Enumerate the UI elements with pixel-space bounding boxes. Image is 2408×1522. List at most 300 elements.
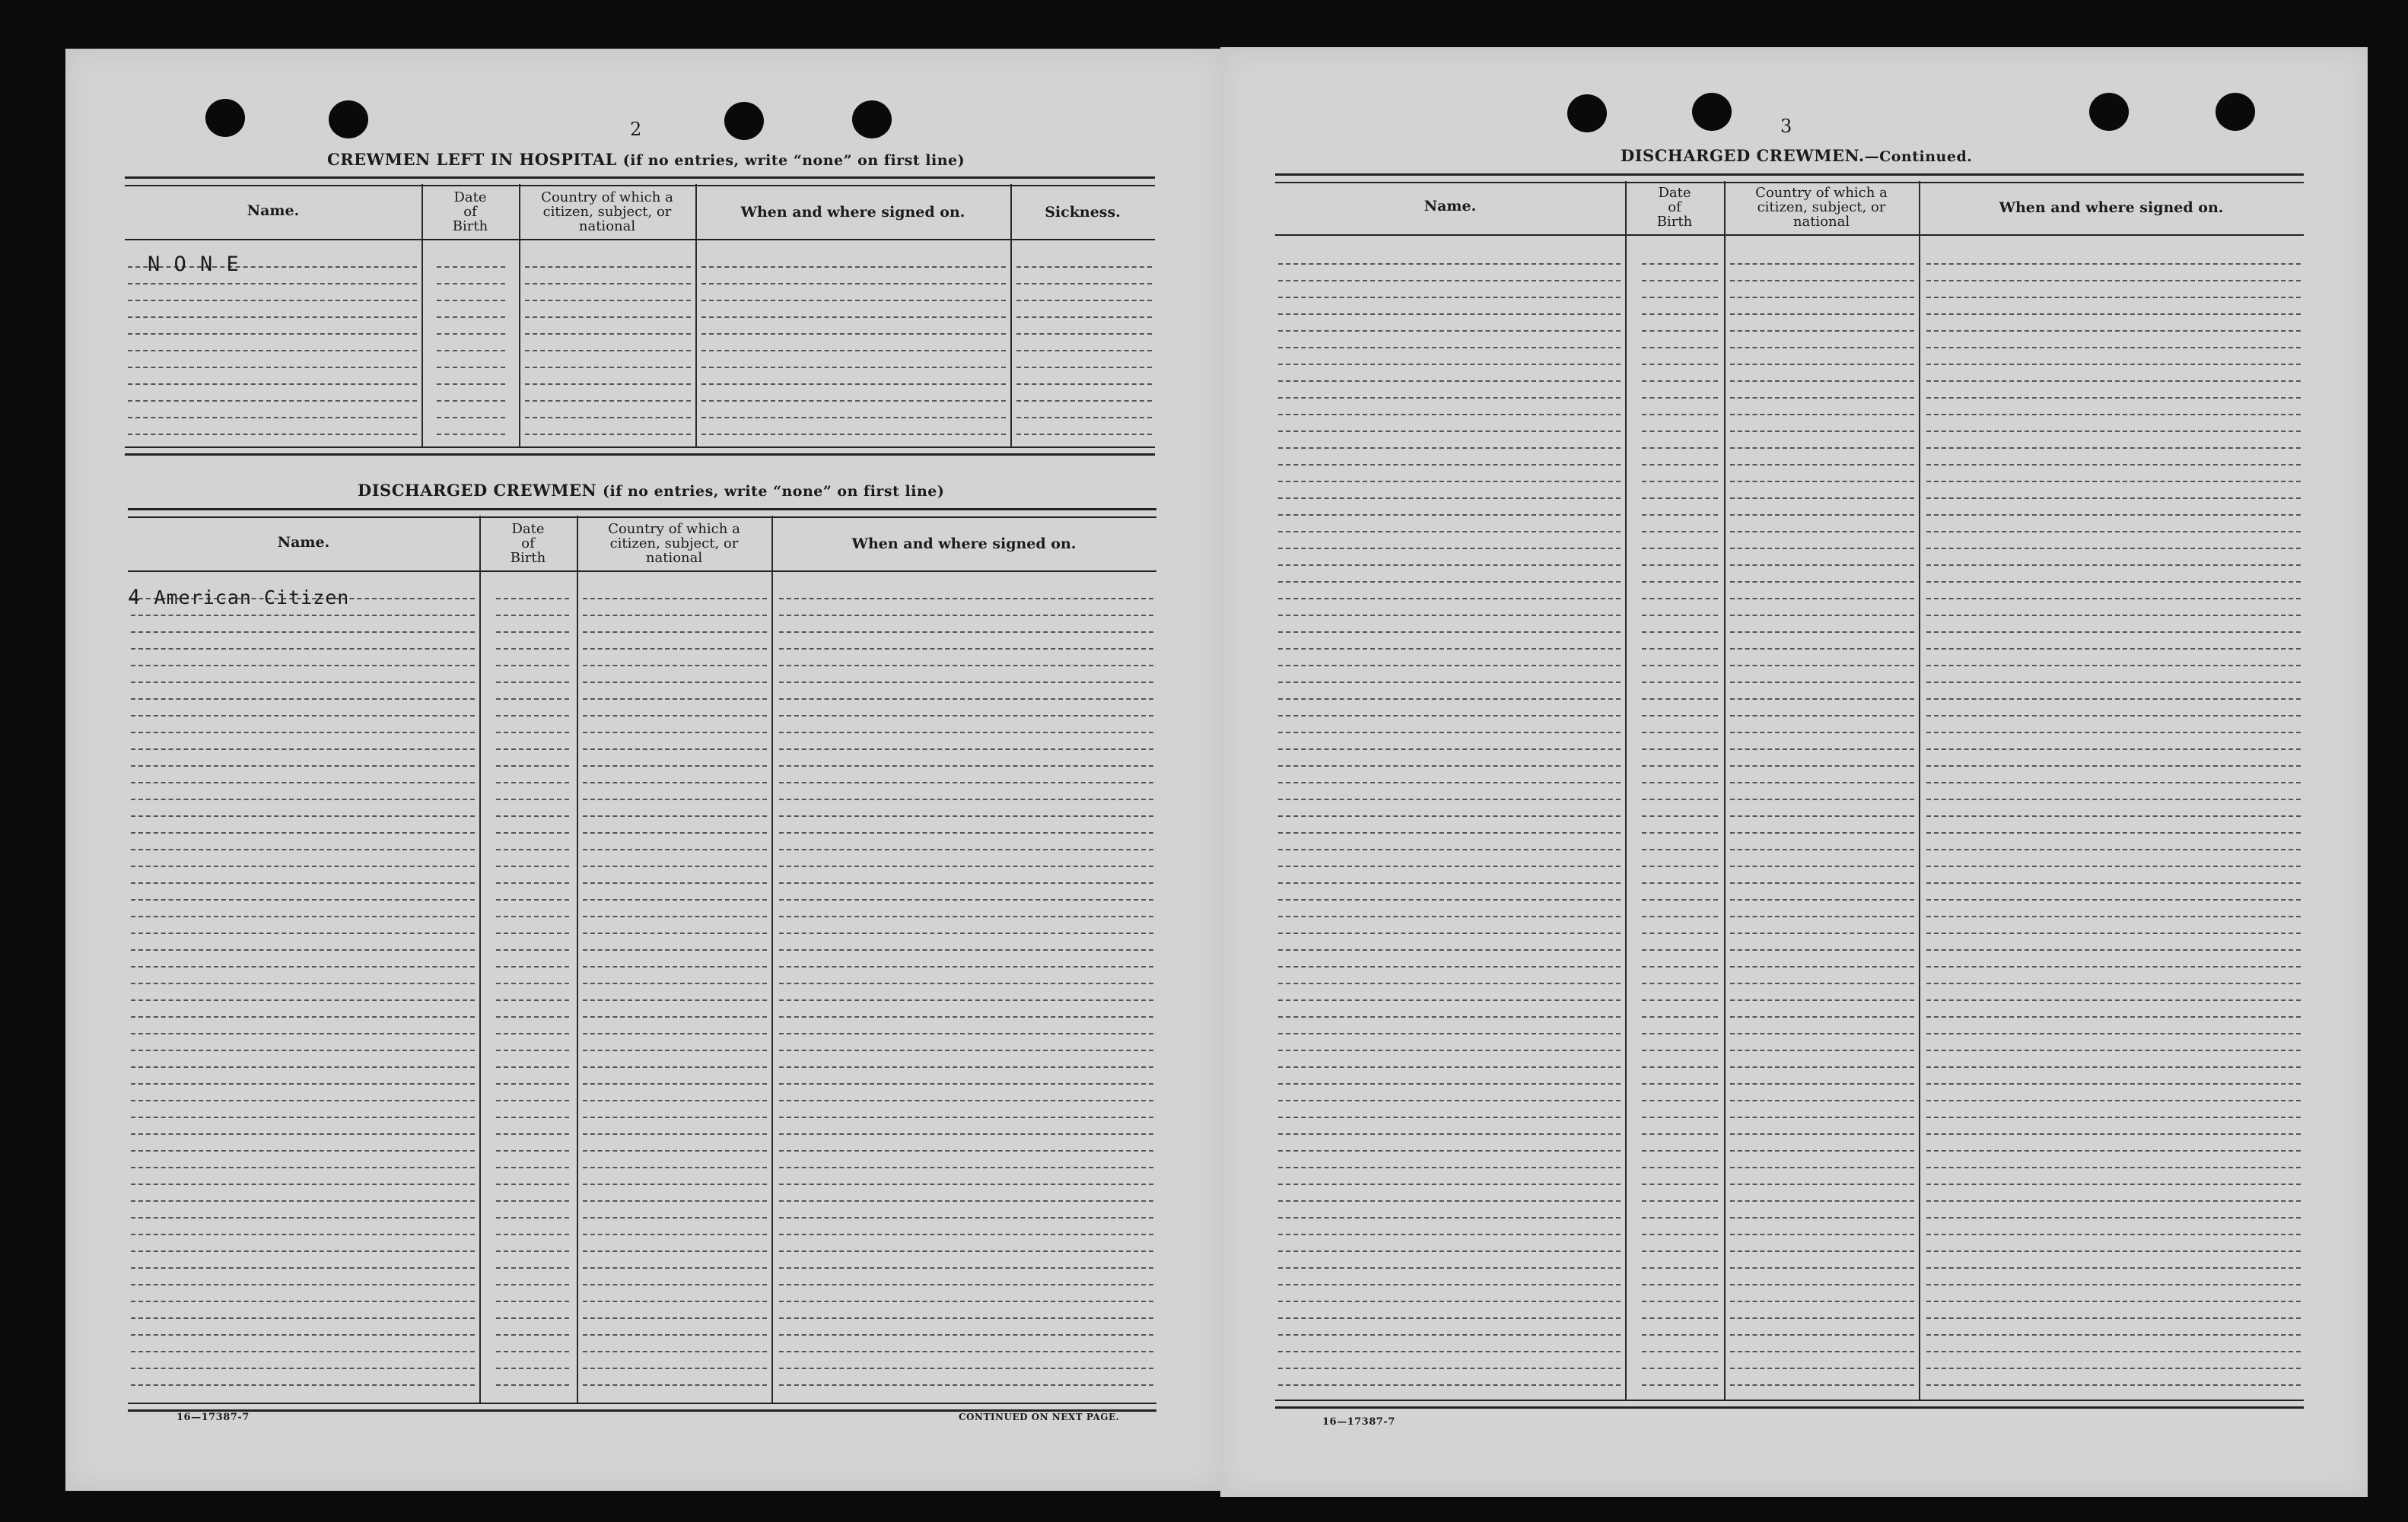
ruled-line <box>779 1117 1153 1118</box>
discharged-continued-table <box>1275 173 2304 1409</box>
ruled-line <box>1642 1200 1718 1202</box>
ruled-line <box>779 631 1153 633</box>
ruled-line <box>1642 481 1718 482</box>
column-divider <box>1919 181 1920 1401</box>
ruled-line <box>1730 1016 1914 1018</box>
ruled-line <box>131 1284 475 1285</box>
ruled-line <box>583 682 767 683</box>
ruled-line <box>1278 313 1621 315</box>
ruled-line <box>779 1050 1153 1051</box>
ruled-line <box>128 434 417 435</box>
discharged-continued-title <box>1621 146 1972 165</box>
ruled-line <box>1642 497 1718 499</box>
ruled-line <box>131 1167 475 1168</box>
ruled-line <box>1278 698 1621 700</box>
ruled-line <box>437 266 505 268</box>
ruled-line <box>583 799 767 800</box>
ruled-line <box>131 782 475 783</box>
ruled-line <box>496 682 569 683</box>
ruled-line <box>583 815 767 817</box>
ruled-line <box>1278 280 1621 281</box>
column-divider <box>771 516 773 1403</box>
ruled-line <box>1278 899 1621 901</box>
ruled-line <box>1642 748 1718 750</box>
ruled-line <box>1730 1100 1914 1101</box>
ruled-line <box>496 1334 569 1336</box>
entry-text: American Citizen <box>154 586 350 608</box>
ruled-line <box>1278 866 1621 867</box>
ruled-line <box>1926 1167 2301 1168</box>
ruled-line <box>1926 280 2301 281</box>
ruled-line <box>1642 1100 1718 1101</box>
ruled-line <box>1926 380 2301 382</box>
ruled-line <box>525 367 691 368</box>
ruled-line <box>1642 1083 1718 1085</box>
col-header-dob: Date of Birth <box>452 189 488 234</box>
ruled-line <box>1642 1301 1718 1302</box>
ruled-line <box>128 383 417 385</box>
col-header-dob: Date of Birth <box>1656 185 1693 230</box>
ruled-line <box>496 715 569 717</box>
ruled-line <box>1926 966 2301 968</box>
ruled-line <box>1642 1284 1718 1285</box>
ruled-line <box>496 949 569 951</box>
ruled-line <box>1730 313 1914 315</box>
ruled-line <box>701 350 1006 351</box>
ruled-line <box>437 316 505 318</box>
header-rule <box>128 570 1156 572</box>
ruled-line <box>1278 832 1621 834</box>
ruled-line <box>1730 1167 1914 1168</box>
ruled-line <box>437 417 505 418</box>
ruled-line <box>1926 297 2301 298</box>
ruled-line <box>496 1133 569 1135</box>
ruled-line <box>1730 999 1914 1001</box>
ruled-line <box>1278 1384 1621 1386</box>
ruled-line <box>1926 1050 2301 1051</box>
ruled-line <box>1642 548 1718 549</box>
ruled-line <box>1278 732 1621 733</box>
ruled-line <box>525 316 691 318</box>
ruled-line <box>1278 648 1621 650</box>
ruled-line <box>583 665 767 666</box>
ruled-line <box>779 598 1153 599</box>
ruled-line <box>1926 1351 2301 1352</box>
ruled-line <box>1278 966 1621 968</box>
ruled-line <box>1926 1384 2301 1386</box>
ruled-line <box>1926 782 2301 783</box>
ruled-line <box>1642 1150 1718 1152</box>
ruled-line <box>1278 631 1621 633</box>
ruled-line <box>701 300 1006 301</box>
hospital-title-main: CREWMEN LEFT IN HOSPITAL <box>327 150 617 169</box>
ruled-line <box>583 1317 767 1319</box>
ruled-line <box>1926 1083 2301 1085</box>
ruled-line <box>583 1133 767 1135</box>
ruled-line <box>1926 347 2301 348</box>
ruled-line <box>1278 615 1621 616</box>
ruled-line <box>131 748 475 750</box>
ruled-line <box>131 765 475 767</box>
ruled-line <box>1926 598 2301 599</box>
ruled-line <box>779 765 1153 767</box>
ruled-line <box>779 732 1153 733</box>
ruled-line <box>496 1117 569 1118</box>
ruled-line <box>496 1016 569 1018</box>
ruled-line <box>525 283 691 284</box>
ruled-line <box>1278 1351 1621 1352</box>
ruled-line <box>583 782 767 783</box>
ruled-line <box>779 1083 1153 1085</box>
ruled-line <box>131 1016 475 1018</box>
ruled-line <box>1278 999 1621 1001</box>
ruled-line <box>496 916 569 917</box>
col-header-country: Country of which a citizen, subject, or national <box>541 189 673 234</box>
ruled-line <box>496 665 569 666</box>
ruled-line <box>1278 916 1621 917</box>
ruled-line <box>496 1184 569 1185</box>
ruled-line <box>131 882 475 884</box>
ruled-line <box>131 1083 475 1085</box>
ruled-line <box>131 615 475 616</box>
ruled-line <box>1730 899 1914 901</box>
header-rule <box>1275 234 2304 236</box>
ruled-line <box>1730 715 1914 717</box>
ruled-line <box>1730 297 1914 298</box>
ruled-line <box>583 1184 767 1185</box>
ruled-line <box>1278 815 1621 817</box>
ruled-line <box>583 899 767 901</box>
ruled-line <box>583 1117 767 1118</box>
ruled-line <box>779 1150 1153 1152</box>
ruled-line <box>779 1301 1153 1302</box>
ruled-line <box>131 832 475 834</box>
ruled-line <box>1730 1334 1914 1336</box>
ruled-line <box>1642 782 1718 783</box>
ruled-line <box>1642 414 1718 415</box>
ruled-line <box>1642 866 1718 867</box>
ruled-line <box>779 1033 1153 1034</box>
ruled-line <box>1016 266 1152 268</box>
ruled-line <box>1278 531 1621 532</box>
table-bottom-rule <box>128 1403 1156 1412</box>
ruled-line <box>779 849 1153 850</box>
ruled-line <box>1926 832 2301 834</box>
col-header-signed-on: When and where signed on. <box>851 535 1077 552</box>
form-number: 16—17387-7 <box>1322 1416 1395 1428</box>
column-divider <box>695 184 697 447</box>
ruled-line <box>1926 1234 2301 1235</box>
ruled-line <box>1278 1033 1621 1034</box>
ruled-line <box>131 1317 475 1319</box>
ruled-line <box>583 983 767 984</box>
ruled-line <box>1642 949 1718 951</box>
ruled-line <box>1926 313 2301 315</box>
ruled-line <box>779 1284 1153 1285</box>
ruled-line <box>1278 1317 1621 1319</box>
ruled-line <box>128 333 417 335</box>
ruled-line <box>1278 380 1621 382</box>
ruled-line <box>131 665 475 666</box>
col-header-sickness: Sickness. <box>1045 204 1121 221</box>
ruled-line <box>496 1050 569 1051</box>
ruled-line <box>779 665 1153 666</box>
col-header-dob: Date of Birth <box>510 521 546 566</box>
ruled-line <box>701 266 1006 268</box>
ruled-line <box>583 1050 767 1051</box>
ruled-line <box>1278 564 1621 566</box>
ruled-line <box>131 1184 475 1185</box>
ruled-line <box>1016 383 1152 385</box>
ruled-line <box>779 648 1153 650</box>
ruled-line <box>1642 765 1718 767</box>
ruled-line <box>496 882 569 884</box>
ruled-line <box>1016 316 1152 318</box>
ruled-line <box>1926 1250 2301 1252</box>
hospital-entry: N O N E <box>148 253 240 276</box>
ruled-line <box>496 748 569 750</box>
ruled-line <box>496 1384 569 1386</box>
ruled-line <box>1642 983 1718 984</box>
ruled-line <box>701 333 1006 335</box>
ruled-line <box>131 815 475 817</box>
discharged-table <box>128 508 1156 1410</box>
ruled-line <box>1278 1133 1621 1135</box>
ruled-line <box>131 1217 475 1219</box>
ruled-line <box>1642 531 1718 532</box>
table-bottom-rule <box>1275 1400 2304 1409</box>
ruled-line <box>1278 849 1621 850</box>
ruled-line <box>1730 1150 1914 1152</box>
table-top-rule <box>1275 173 2304 183</box>
ruled-line <box>1926 1301 2301 1302</box>
ruled-line <box>779 815 1153 817</box>
ruled-line <box>1278 882 1621 884</box>
ruled-line <box>1642 1384 1718 1386</box>
ruled-line <box>779 1167 1153 1168</box>
ruled-line <box>1730 263 1914 265</box>
ruled-line <box>131 899 475 901</box>
ruled-line <box>779 933 1153 934</box>
ruled-line <box>1278 514 1621 516</box>
ruled-line <box>1730 665 1914 666</box>
ruled-line <box>1730 1284 1914 1285</box>
ruled-line <box>583 615 767 616</box>
ruled-line <box>1730 380 1914 382</box>
ruled-line <box>1926 1066 2301 1068</box>
ruled-line <box>128 283 417 284</box>
ruled-line <box>583 1083 767 1085</box>
ruled-line <box>1926 1284 2301 1285</box>
ruled-line <box>1278 1016 1621 1018</box>
ruled-line <box>1926 732 2301 733</box>
ruled-line <box>1926 497 2301 499</box>
ruled-line <box>1642 380 1718 382</box>
ruled-line <box>1278 1301 1621 1302</box>
ruled-line <box>1730 748 1914 750</box>
ruled-line <box>131 1234 475 1235</box>
ruled-line <box>583 1384 767 1386</box>
ruled-line <box>779 882 1153 884</box>
ruled-line <box>1730 1083 1914 1085</box>
ruled-line <box>1926 564 2301 566</box>
ruled-line <box>1926 1133 2301 1135</box>
ruled-line <box>1642 1016 1718 1018</box>
ruled-line <box>1730 531 1914 532</box>
ruled-line <box>583 748 767 750</box>
ruled-line <box>1730 464 1914 465</box>
ruled-line <box>437 333 505 335</box>
ruled-line <box>1642 665 1718 666</box>
ruled-line <box>1016 367 1152 368</box>
ruled-line <box>1642 364 1718 365</box>
ruled-line <box>1642 347 1718 348</box>
ruled-line <box>779 1368 1153 1369</box>
ruled-line <box>1642 849 1718 850</box>
ruled-line <box>1278 682 1621 683</box>
ruled-line <box>496 1368 569 1369</box>
ruled-line <box>1730 916 1914 917</box>
ruled-line <box>1926 481 2301 482</box>
ruled-line <box>496 966 569 968</box>
punch-hole <box>329 100 368 138</box>
ruled-line <box>496 698 569 700</box>
ruled-line <box>1730 347 1914 348</box>
ruled-line <box>1926 1184 2301 1185</box>
ruled-line <box>1278 1267 1621 1269</box>
ruled-line <box>1016 333 1152 335</box>
ruled-line <box>1642 1368 1718 1369</box>
ruled-line <box>1278 330 1621 332</box>
ruled-line <box>1730 1317 1914 1319</box>
ruled-line <box>1730 698 1914 700</box>
ruled-line <box>131 916 475 917</box>
ruled-line <box>583 832 767 834</box>
ruled-line <box>779 866 1153 867</box>
ruled-line <box>583 1016 767 1018</box>
ruled-line <box>131 1200 475 1202</box>
ruled-line <box>496 648 569 650</box>
ruled-line <box>131 1351 475 1352</box>
ruled-line <box>496 815 569 817</box>
ruled-line <box>1730 832 1914 834</box>
ruled-line <box>1016 434 1152 435</box>
discharged-title-sub: (if no entries, write “none” on first line) <box>602 483 945 500</box>
ruled-line <box>1642 464 1718 465</box>
ruled-line <box>131 631 475 633</box>
ruled-line <box>701 383 1006 385</box>
ruled-line <box>583 715 767 717</box>
ruled-line <box>525 300 691 301</box>
ruled-line <box>1730 765 1914 767</box>
ruled-line <box>131 1334 475 1336</box>
ruled-line <box>131 1384 475 1386</box>
ruled-line <box>583 1033 767 1034</box>
ruled-line <box>583 648 767 650</box>
ruled-line <box>1642 999 1718 1001</box>
ruled-line <box>1926 397 2301 399</box>
ruled-line <box>1278 347 1621 348</box>
ruled-line <box>1278 765 1621 767</box>
ruled-line <box>1278 447 1621 449</box>
ruled-line <box>496 1083 569 1085</box>
ruled-line <box>1642 631 1718 633</box>
ruled-line <box>1642 564 1718 566</box>
ruled-line <box>1926 330 2301 332</box>
ruled-line <box>1278 414 1621 415</box>
ruled-line <box>701 434 1006 435</box>
ruled-line <box>1926 1033 2301 1034</box>
ruled-line <box>779 1267 1153 1269</box>
ruled-line <box>525 350 691 351</box>
ruled-line <box>1642 1351 1718 1352</box>
ruled-line <box>583 732 767 733</box>
ruled-line <box>1642 514 1718 516</box>
ruled-line <box>131 849 475 850</box>
ruled-line <box>496 732 569 733</box>
ruled-line <box>1642 916 1718 917</box>
ruled-line <box>131 1033 475 1034</box>
ruled-line <box>1642 882 1718 884</box>
ruled-line <box>1730 447 1914 449</box>
ruled-line <box>1926 1016 2301 1018</box>
ruled-line <box>1926 1334 2301 1336</box>
ruled-line <box>779 1317 1153 1319</box>
ruled-line <box>1730 1351 1914 1352</box>
ruled-line <box>1926 899 2301 901</box>
ruled-line <box>1730 1368 1914 1369</box>
ruled-line <box>1730 1250 1914 1252</box>
ruled-line <box>131 1066 475 1068</box>
ruled-line <box>779 1100 1153 1101</box>
ruled-line <box>1926 431 2301 432</box>
punch-hole <box>724 102 764 140</box>
ruled-line <box>1016 400 1152 402</box>
ruled-line <box>583 999 767 1001</box>
ruled-line <box>583 1351 767 1352</box>
entry-count: 4 <box>128 586 142 609</box>
ruled-line <box>1926 748 2301 750</box>
ruled-line <box>496 983 569 984</box>
col-header-name: Name. <box>247 202 300 219</box>
col-header-signed-on: When and where signed on. <box>740 204 965 221</box>
ruled-line <box>1926 414 2301 415</box>
ruled-line <box>1926 999 2301 1001</box>
ruled-line <box>583 866 767 867</box>
ruled-line <box>779 966 1153 968</box>
ruled-line <box>1278 598 1621 599</box>
ruled-line <box>779 832 1153 834</box>
ruled-line <box>779 1250 1153 1252</box>
ruled-line <box>1730 815 1914 817</box>
ruled-line <box>131 1133 475 1135</box>
ruled-line <box>131 933 475 934</box>
continued-title-main: DISCHARGED CREWMEN. <box>1621 146 1865 165</box>
ruled-line <box>583 1217 767 1219</box>
ruled-line <box>779 1133 1153 1135</box>
ruled-line <box>583 1267 767 1269</box>
ruled-line <box>583 916 767 917</box>
ruled-line <box>525 400 691 402</box>
ruled-line <box>1642 1167 1718 1168</box>
ruled-line <box>583 698 767 700</box>
ruled-line <box>1278 983 1621 984</box>
ruled-line <box>1642 330 1718 332</box>
ruled-line <box>1642 581 1718 583</box>
ruled-line <box>1730 732 1914 733</box>
ruled-line <box>583 1100 767 1101</box>
ruled-line <box>779 748 1153 750</box>
